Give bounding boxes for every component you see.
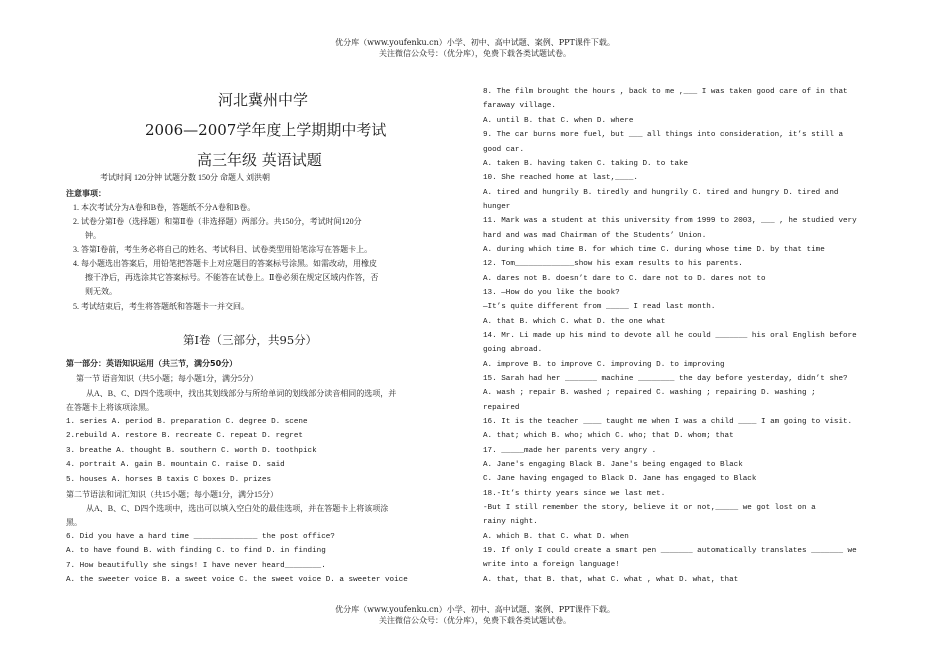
phonetics-question: 3. breathe A. thought B. southern C. worth D. toothpick bbox=[66, 447, 317, 455]
exam-subtitle: 高三年级 英语试题 bbox=[197, 151, 322, 169]
question-line: hard and was mad Chairman of the Students’ Union. bbox=[483, 232, 707, 240]
exam-title: 2006—2007学年度上学期期中考试 bbox=[145, 121, 387, 139]
question-line: A. improve B. to improve C. improving D. to improving bbox=[483, 361, 725, 369]
question-line: -But I still remember the story, believe it or not,_____ we got lost on a bbox=[483, 504, 816, 512]
question-line: 14. Mr. Li made up his mind to devote all he could _______ his oral English before bbox=[483, 332, 857, 340]
question-line: 17. _____made her parents very angry . bbox=[483, 447, 657, 455]
section2-instructions: 从A、B、C、D四个选项中，选出可以填入空白处的最佳选项，并在答题卡上将该项涂 bbox=[86, 504, 389, 513]
question-line: A. until B. that C. when D. where bbox=[483, 117, 634, 125]
question-line: 18.-It’s thirty years since we last met. bbox=[483, 490, 666, 498]
question-line: A. taken B. having taken C. taking D. to take bbox=[483, 160, 689, 168]
phonetics-question: 5. houses A. horses B taxis C boxes D. prizes bbox=[66, 476, 272, 484]
header-line-1: 优分库（www.youfenku.cn）小学、初中、高中试题、案例、PPT课件下载。 bbox=[335, 38, 615, 47]
question-line: 19. If only I could create a smart pen _______ automatically translates _______ we bbox=[483, 547, 857, 555]
question-line: —It’s quite different from _____ I read last month. bbox=[483, 303, 716, 311]
question-line: hunger bbox=[483, 203, 511, 211]
note-item: 则无效。 bbox=[85, 287, 117, 296]
question-line: rainy night. bbox=[483, 518, 538, 526]
volume-title: 第Ⅰ卷（三部分，共95分） bbox=[183, 333, 318, 347]
note-item: 钟。 bbox=[85, 231, 101, 240]
question-line: A. Jane's engaging Black B. Jane's being engaged to Black bbox=[483, 461, 743, 469]
question-line: A. the sweeter voice B. a sweet voice C. the sweet voice D. a sweeter voice bbox=[66, 576, 408, 584]
footer-line-1: 优分库（www.youfenku.cn）小学、初中、高中试题、案例、PPT课件下载。 bbox=[335, 605, 615, 614]
question-line: A. that B. which C. what D. the one what bbox=[483, 318, 666, 326]
phonetics-question: 4. portrait A. gain B. mountain C. raise D. said bbox=[66, 461, 285, 469]
question-line: 15. Sarah had her _______ machine ________ the day before yesterday, didn’t she? bbox=[483, 375, 848, 383]
question-line: 10. She reached home at last,____. bbox=[483, 174, 638, 182]
question-line: A. to have found B. with finding C. to find D. in finding bbox=[66, 547, 326, 555]
section1-instructions: 在答题卡上将该项涂黑。 bbox=[66, 403, 154, 412]
footer-line-2: 关注微信公众号：（优分库），免费下载各类试题试卷。 bbox=[379, 616, 571, 625]
question-line: C. Jane having engaged to Black D. Jane has engaged to Black bbox=[483, 475, 757, 483]
note-item: 擦干净后，再选涂其它答案标号。不能答在试卷上。Ⅱ卷必须在规定区域内作答，否 bbox=[85, 273, 379, 282]
question-line: 6. Did you have a hard time ______________ the post office? bbox=[66, 533, 335, 541]
question-line: A. dares not B. doesn’t dare to C. dare not to D. dares not to bbox=[483, 275, 766, 283]
notes-heading: 注意事项： bbox=[66, 189, 106, 198]
question-line: 9. The car burns more fuel, but ___ all things into consideration, it’s still a bbox=[483, 131, 844, 139]
question-line: faraway village. bbox=[483, 102, 556, 110]
school-name: 河北冀州中学 bbox=[218, 91, 309, 109]
question-line: 13. —How do you like the book? bbox=[483, 289, 620, 297]
section2-heading: 第二节语法和词汇知识（共15小题；每小题1分，满分15分） bbox=[66, 490, 278, 499]
note-item: 2. 试卷分第Ⅰ卷（选择题）和第Ⅱ卷（非选择题）两部分。共150分，考试时间120分 bbox=[73, 217, 362, 226]
section2-instructions: 黑。 bbox=[66, 518, 82, 527]
question-line: A. that; which B. who; which C. who; that D. whom; that bbox=[483, 432, 734, 440]
question-line: A. tired and hungrily B. tiredly and hungrily C. tired and hungry D. tired and bbox=[483, 189, 839, 197]
page-footer bbox=[0, 604, 950, 626]
phonetics-question: 1. series A. period B. preparation C. degree D. scene bbox=[66, 418, 308, 426]
question-line: A. during which time B. for which time C. during whose time D. by that time bbox=[483, 246, 825, 254]
question-line: 8. The film brought the hours , back to me ,___ I was taken good care of in that bbox=[483, 88, 848, 96]
phonetics-question: 2.rebuild A. restore B. recreate C. repeat D. regret bbox=[66, 432, 303, 440]
header-line-2: 关注微信公众号：（优分库），免费下载各类试题试卷。 bbox=[379, 49, 571, 58]
question-line: repaired bbox=[483, 404, 520, 412]
question-line: A. which B. that C. what D. when bbox=[483, 533, 629, 541]
note-item: 3. 答第Ⅰ卷前，考生务必将自己的姓名、考试科目、试卷类型用铅笔涂写在答题卡上。 bbox=[73, 245, 373, 254]
question-line: going abroad. bbox=[483, 346, 543, 354]
note-item: 1. 本次考试分为A卷和B卷，答题纸不分A卷和B卷。 bbox=[73, 203, 256, 212]
section1-heading: 第一节 语音知识（共5小题；每小题1分，满分5分） bbox=[76, 374, 258, 383]
note-item: 4. 每小题选出答案后，用铅笔把答题卡上对应题目的答案标号涂黑。如需改动，用橡皮 bbox=[73, 259, 377, 268]
page-header bbox=[0, 37, 950, 59]
question-line: A. that, that B. that, what C. what , what D. what, that bbox=[483, 576, 739, 584]
question-line: 11. Mark was a student at this university from 1999 to 2003, ___ , he studied very bbox=[483, 217, 857, 225]
note-item: 5. 考试结束后，考生将答题纸和答题卡一并交回。 bbox=[73, 302, 249, 311]
question-line: 7. How beautifully she sings! I have never heard________. bbox=[66, 562, 326, 570]
question-line: A. wash ; repair B. washed ; repaired C. washing ; repairing D. washing ; bbox=[483, 389, 816, 397]
question-line: write into a foreign language! bbox=[483, 561, 620, 569]
question-line: 16. It is the teacher ____ taught me when I was a child ____ I am going to visit. bbox=[483, 418, 853, 426]
section1-instructions: 从A、B、C、D四个选项中，找出其划线部分与所给单词的划线部分读音相同的选项，并 bbox=[86, 389, 397, 398]
question-line: good car. bbox=[483, 146, 525, 154]
question-line: 12. Tom_____________show his exam results to his parents. bbox=[483, 260, 743, 268]
exam-info: 考试时间 120分钟 试题分数 150分 命题人 刘洪朝 bbox=[100, 173, 270, 182]
part1-heading: 第一部分：英语知识运用（共三节，满分50分） bbox=[66, 359, 238, 368]
